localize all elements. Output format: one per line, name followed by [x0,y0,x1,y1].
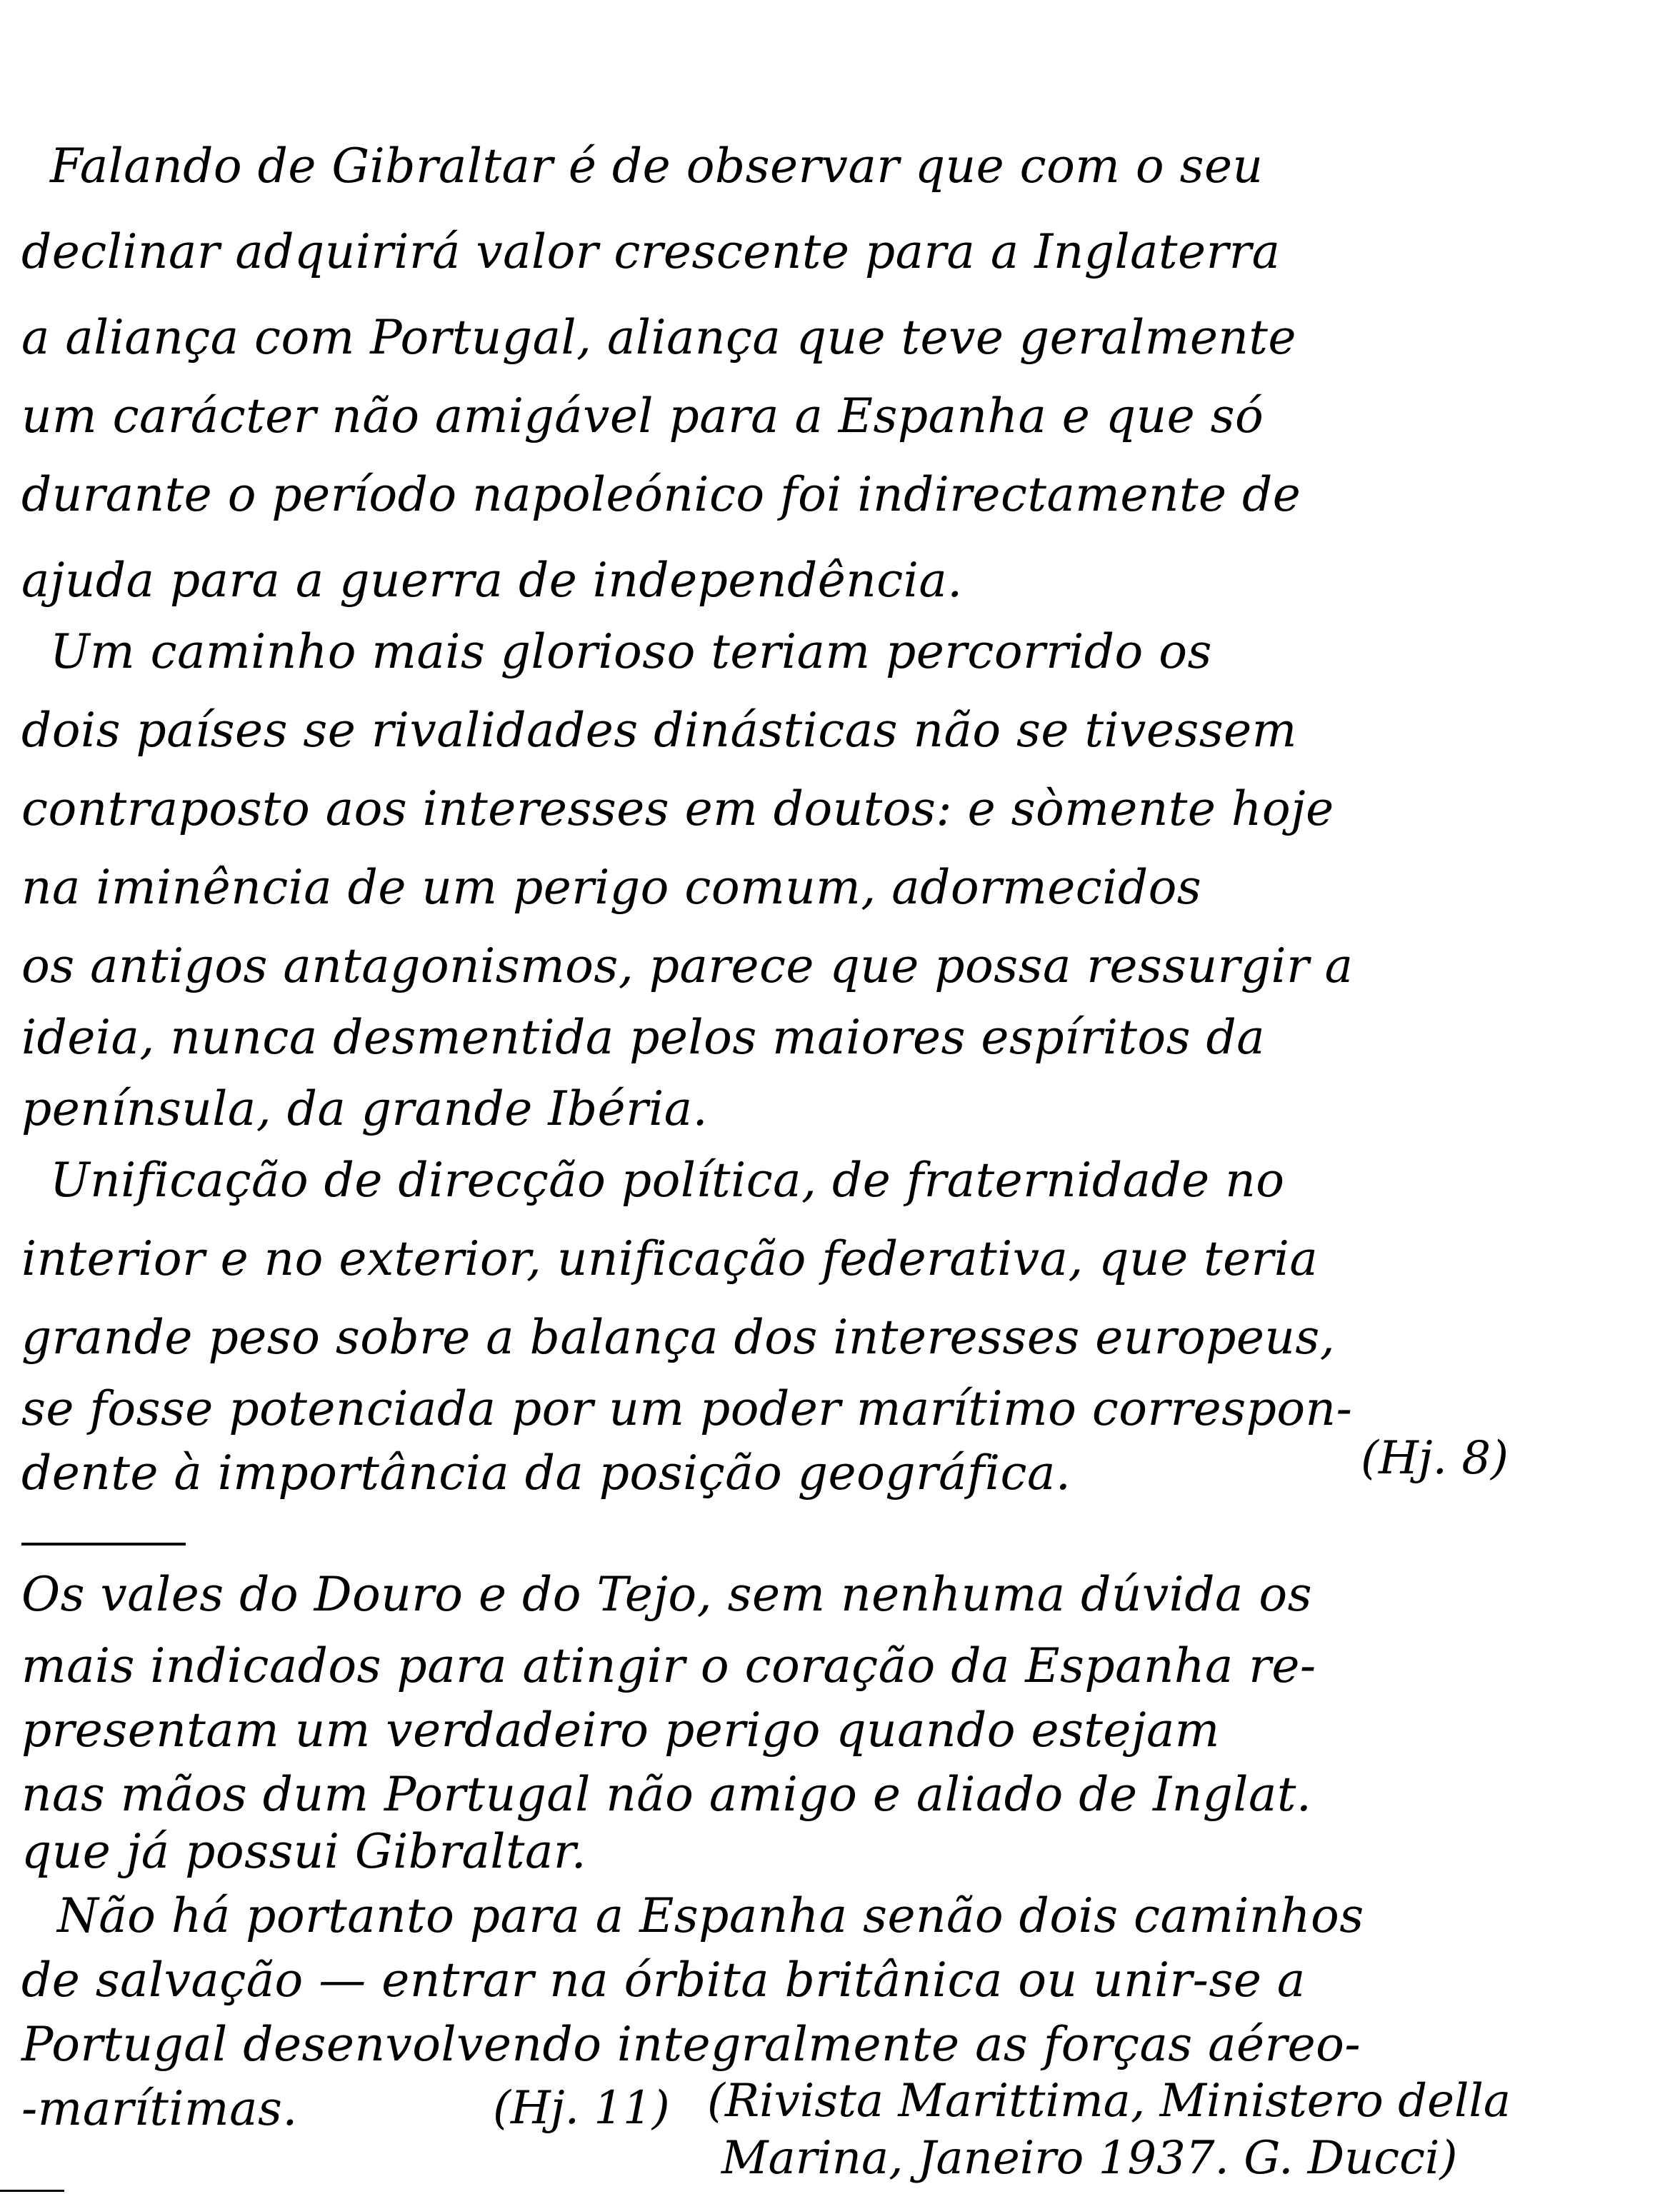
source-reference: (Rivista Marittima, Ministero della [707,2075,1511,2128]
edge-mark [0,2190,64,2192]
text-line: grande peso sobre a balança dos interesses europeus, [21,1310,1336,1365]
text-line: Os vales do Douro e do Tejo, sem nenhuma dúvida os [21,1567,1312,1622]
text-line: ajuda para a guerra de independência. [21,553,963,608]
text-line: a aliança com Portugal, aliança que teve geralmente [21,310,1296,365]
text-line: na iminência de um perigo comum, adormecidos [21,860,1202,915]
text-line: declinar adquirirá valor crescente para a Inglaterra [21,224,1281,279]
text-line: durante o período napoleónico foi indirectamente de [21,467,1301,522]
text-line: Não há portanto para a Espanha senão dois caminhos [57,1888,1364,1943]
text-line: Unificação de direcção política, de fraternidade no [50,1153,1285,1208]
text-line: península, da grande Ibéria. [21,1081,709,1136]
text-line: interior e no exterior, unificação federativa, que teria [21,1231,1319,1286]
text-line: ideia, nunca desmentida pelos maiores espíritos da [21,1010,1266,1065]
text-line: dois países se rivalidades dinásticas não se tivessem [21,703,1297,758]
source-reference: Marina, Janeiro 1937. G. Ducci) [721,2132,1458,2185]
text-line: nas mãos dum Portugal não amigo e aliado de Inglat. [21,1767,1312,1822]
text-line: os antigos antagonismos, parece que possa ressurgir a [21,938,1354,993]
text-line: Um caminho mais glorioso teriam percorrido os [50,624,1212,679]
text-line: Falando de Gibraltar é de observar que com o seu [50,139,1264,194]
text-line: Portugal desenvolvendo integralmente as forças aéreo- [21,2017,1361,2072]
section-divider [21,1543,186,1546]
citation: (Hj. 8) [1361,1432,1509,1485]
text-line: dente à importância da posição geográfica. [21,1446,1071,1501]
text-line: mais indicados para atingir o coração da Espanha re- [21,1638,1316,1693]
citation: (Hj. 11) [493,2082,670,2135]
text-line: se fosse potenciada por um poder marítimo correspon- [21,1381,1353,1436]
text-line: -marítimas. [21,2081,298,2136]
text-line: de salvação — entrar na órbita britânica ou unir-se a [21,1953,1306,2008]
text-line: que já possui Gibraltar. [21,1824,587,1879]
text-line: contraposto aos interesses em doutos: e sòmente hoje [21,781,1334,836]
text-line: presentam um verdadeiro perigo quando estejam [21,1703,1220,1758]
text-line: um carácter não amigável para a Espanha e que só [21,389,1264,444]
